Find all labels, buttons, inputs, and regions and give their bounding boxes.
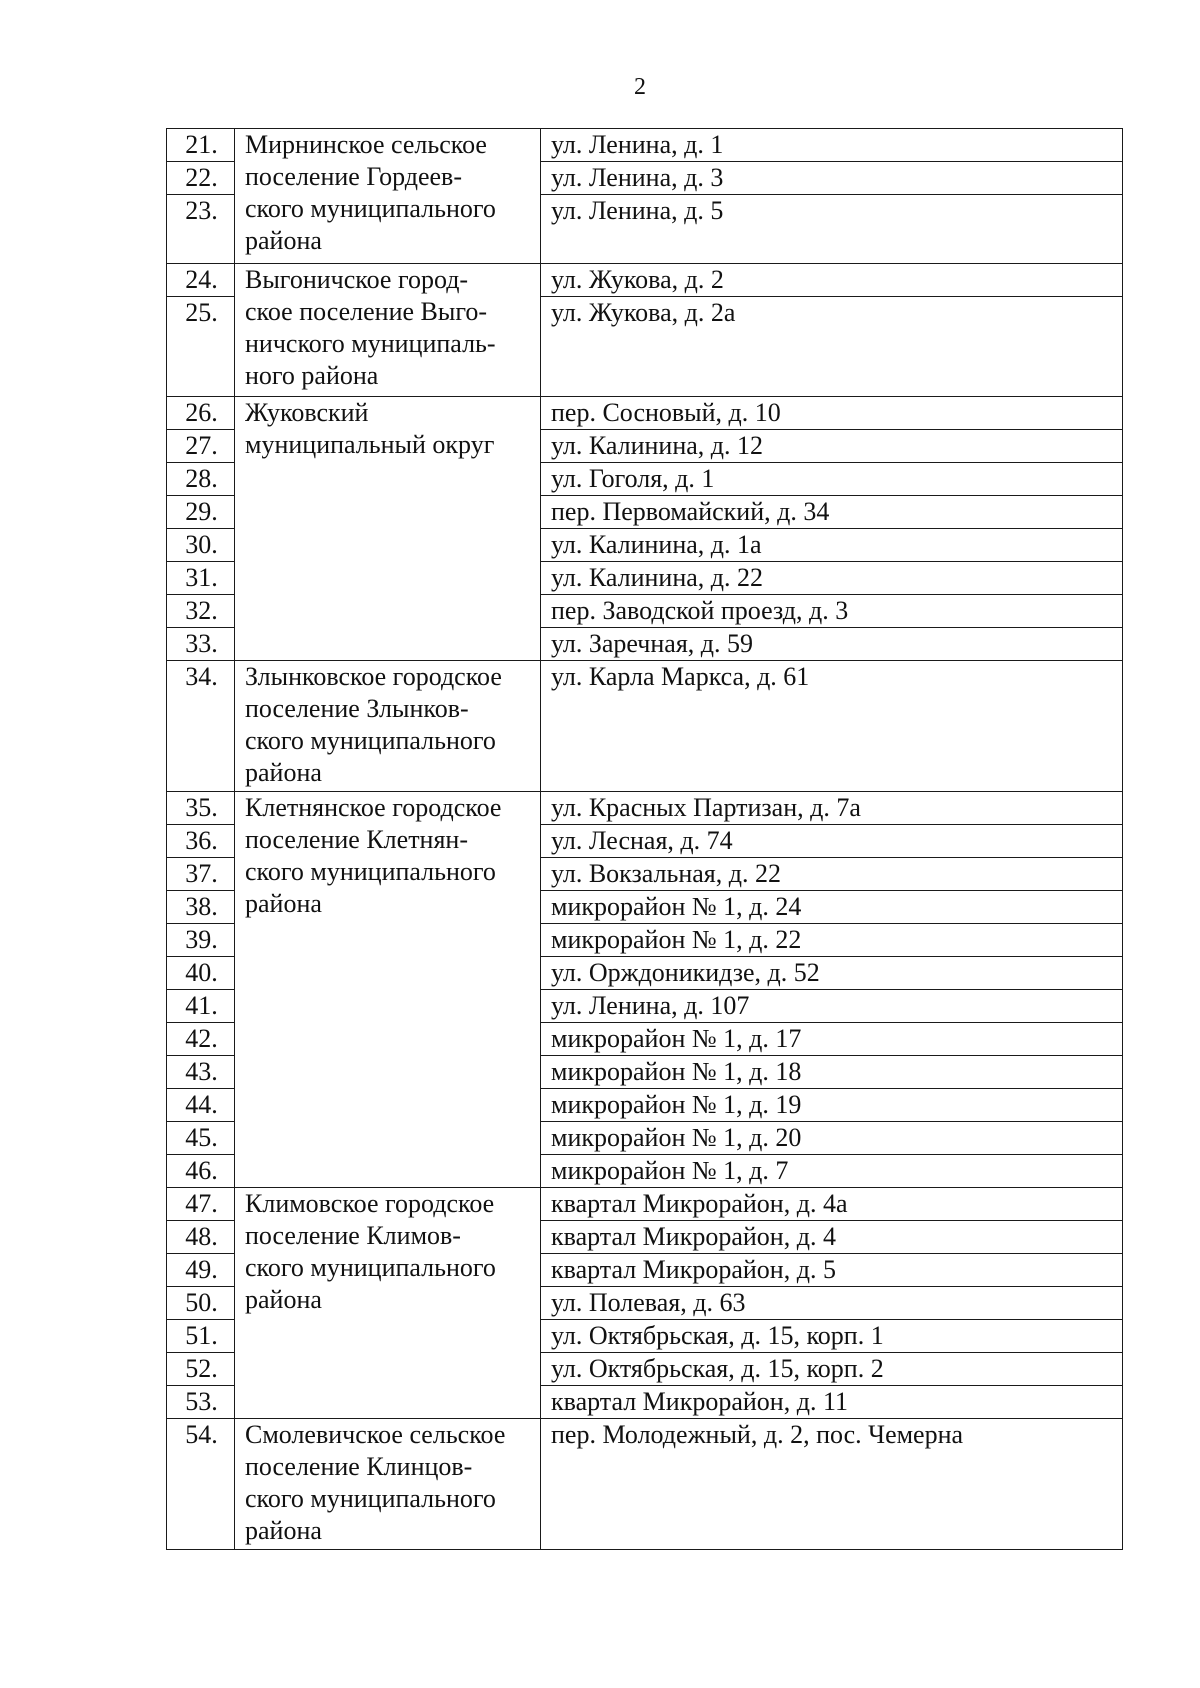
settlement-name-line: ного района	[245, 361, 379, 390]
row-number: 26.	[167, 397, 235, 430]
row-number: 45.	[167, 1122, 235, 1155]
address-cell: ул. Ленина, д. 5	[541, 195, 1123, 264]
address-cell: ул. Октябрьская, д. 15, корп. 1	[541, 1320, 1123, 1353]
address-cell: пер. Первомайский, д. 34	[541, 496, 1123, 529]
row-number: 50.	[167, 1287, 235, 1320]
address-cell: ул. Вокзальная, д. 22	[541, 858, 1123, 891]
settlement-name-line: поселение Злынков-	[245, 694, 469, 723]
row-number: 51.	[167, 1320, 235, 1353]
row-number: 25.	[167, 297, 235, 397]
settlement-cell	[235, 792, 541, 1188]
settlement-name-line: Жуковский	[245, 398, 369, 427]
address-cell: ул. Гоголя, д. 1	[541, 463, 1123, 496]
row-number: 27.	[167, 430, 235, 463]
address-table-body	[167, 129, 1123, 1550]
table-row	[167, 792, 1123, 825]
row-number: 36.	[167, 825, 235, 858]
address-cell: ул. Калинина, д. 22	[541, 562, 1123, 595]
row-number: 49.	[167, 1254, 235, 1287]
settlement-name-line: ского муниципального	[245, 726, 496, 755]
settlement-name-line: Смолевичское сельское	[245, 1420, 506, 1449]
address-cell: ул. Жукова, д. 2	[541, 264, 1123, 297]
table-row	[167, 1419, 1123, 1550]
row-number: 29.	[167, 496, 235, 529]
page-number: 2	[634, 74, 646, 100]
row-number: 32.	[167, 595, 235, 628]
address-cell: ул. Орждоникидзе, д. 52	[541, 957, 1123, 990]
settlement-name-line: района	[245, 1516, 322, 1545]
row-number: 43.	[167, 1056, 235, 1089]
settlement-cell	[235, 661, 541, 792]
row-number: 42.	[167, 1023, 235, 1056]
address-cell: пер. Сосновый, д. 10	[541, 397, 1123, 430]
row-number: 48.	[167, 1221, 235, 1254]
table-row	[167, 264, 1123, 297]
row-number: 40.	[167, 957, 235, 990]
table-row	[167, 1188, 1123, 1221]
address-cell: ул. Жукова, д. 2а	[541, 297, 1123, 397]
settlement-cell	[235, 1188, 541, 1419]
address-cell: ул. Октябрьская, д. 15, корп. 2	[541, 1353, 1123, 1386]
row-number: 39.	[167, 924, 235, 957]
address-cell: микрорайон № 1, д. 20	[541, 1122, 1123, 1155]
settlement-name-line: ского муниципального	[245, 1484, 496, 1513]
address-cell: ул. Заречная, д. 59	[541, 628, 1123, 661]
row-number: 44.	[167, 1089, 235, 1122]
settlement-name-line: Выгоничское город-	[245, 265, 469, 294]
settlement-name-line: Злынковское городское	[245, 662, 502, 691]
settlement-name-line: поселение Клетнян-	[245, 825, 469, 854]
row-number: 24.	[167, 264, 235, 297]
row-number: 34.	[167, 661, 235, 792]
address-cell: квартал Микрорайон, д. 4а	[541, 1188, 1123, 1221]
settlement-name-line: ское поселение Выго-	[245, 297, 488, 326]
row-number: 30.	[167, 529, 235, 562]
settlement-name-line: района	[245, 889, 322, 918]
settlement-cell	[235, 264, 541, 397]
address-cell: ул. Полевая, д. 63	[541, 1287, 1123, 1320]
row-number: 21.	[167, 129, 235, 162]
address-cell: ул. Калинина, д. 12	[541, 430, 1123, 463]
settlement-name-line: района	[245, 1285, 322, 1314]
address-cell: ул. Ленина, д. 3	[541, 162, 1123, 195]
row-number: 33.	[167, 628, 235, 661]
address-cell: ул. Лесная, д. 74	[541, 825, 1123, 858]
address-cell: квартал Микрорайон, д. 5	[541, 1254, 1123, 1287]
row-number: 35.	[167, 792, 235, 825]
settlement-name-line: района	[245, 226, 322, 255]
settlement-name-line: муниципальный округ	[245, 430, 495, 459]
address-cell: ул. Карла Маркса, д. 61	[541, 661, 1123, 792]
address-cell: пер. Молодежный, д. 2, пос. Чемерна	[541, 1419, 1123, 1550]
address-cell: пер. Заводской проезд, д. 3	[541, 595, 1123, 628]
address-cell: квартал Микрорайон, д. 4	[541, 1221, 1123, 1254]
settlement-cell	[235, 1419, 541, 1550]
row-number: 22.	[167, 162, 235, 195]
settlement-name-line: ского муниципального	[245, 1253, 496, 1282]
address-cell: микрорайон № 1, д. 19	[541, 1089, 1123, 1122]
row-number: 54.	[167, 1419, 235, 1550]
row-number: 53.	[167, 1386, 235, 1419]
row-number: 46.	[167, 1155, 235, 1188]
settlement-name-line: ничского муниципаль-	[245, 329, 496, 358]
settlement-name-line: ского муниципального	[245, 194, 496, 223]
address-cell: ул. Ленина, д. 107	[541, 990, 1123, 1023]
table-row	[167, 129, 1123, 162]
row-number: 52.	[167, 1353, 235, 1386]
address-cell: квартал Микрорайон, д. 11	[541, 1386, 1123, 1419]
table-row	[167, 661, 1123, 792]
settlement-cell	[235, 397, 541, 661]
settlement-name-line: поселение Клинцов-	[245, 1452, 473, 1481]
settlement-name-line: Мирнинское сельское	[245, 130, 487, 159]
settlement-name-line: района	[245, 758, 322, 787]
address-cell: ул. Калинина, д. 1а	[541, 529, 1123, 562]
settlement-name-line: Климовское городское	[245, 1189, 495, 1218]
address-cell: микрорайон № 1, д. 7	[541, 1155, 1123, 1188]
row-number: 37.	[167, 858, 235, 891]
address-cell: микрорайон № 1, д. 17	[541, 1023, 1123, 1056]
row-number: 28.	[167, 463, 235, 496]
row-number: 38.	[167, 891, 235, 924]
row-number: 47.	[167, 1188, 235, 1221]
settlement-name-line: Клетнянское городское	[245, 793, 502, 822]
address-cell: микрорайон № 1, д. 18	[541, 1056, 1123, 1089]
address-cell: ул. Ленина, д. 1	[541, 129, 1123, 162]
table-row	[167, 397, 1123, 430]
settlement-name-line: поселение Климов-	[245, 1221, 461, 1250]
address-cell: ул. Красных Партизан, д. 7а	[541, 792, 1123, 825]
row-number: 23.	[167, 195, 235, 264]
row-number: 41.	[167, 990, 235, 1023]
row-number: 31.	[167, 562, 235, 595]
address-table	[166, 128, 1123, 1550]
settlement-cell	[235, 129, 541, 264]
address-cell: микрорайон № 1, д. 22	[541, 924, 1123, 957]
settlement-name-line: ского муниципального	[245, 857, 496, 886]
settlement-name-line: поселение Гордеев-	[245, 162, 462, 191]
address-cell: микрорайон № 1, д. 24	[541, 891, 1123, 924]
